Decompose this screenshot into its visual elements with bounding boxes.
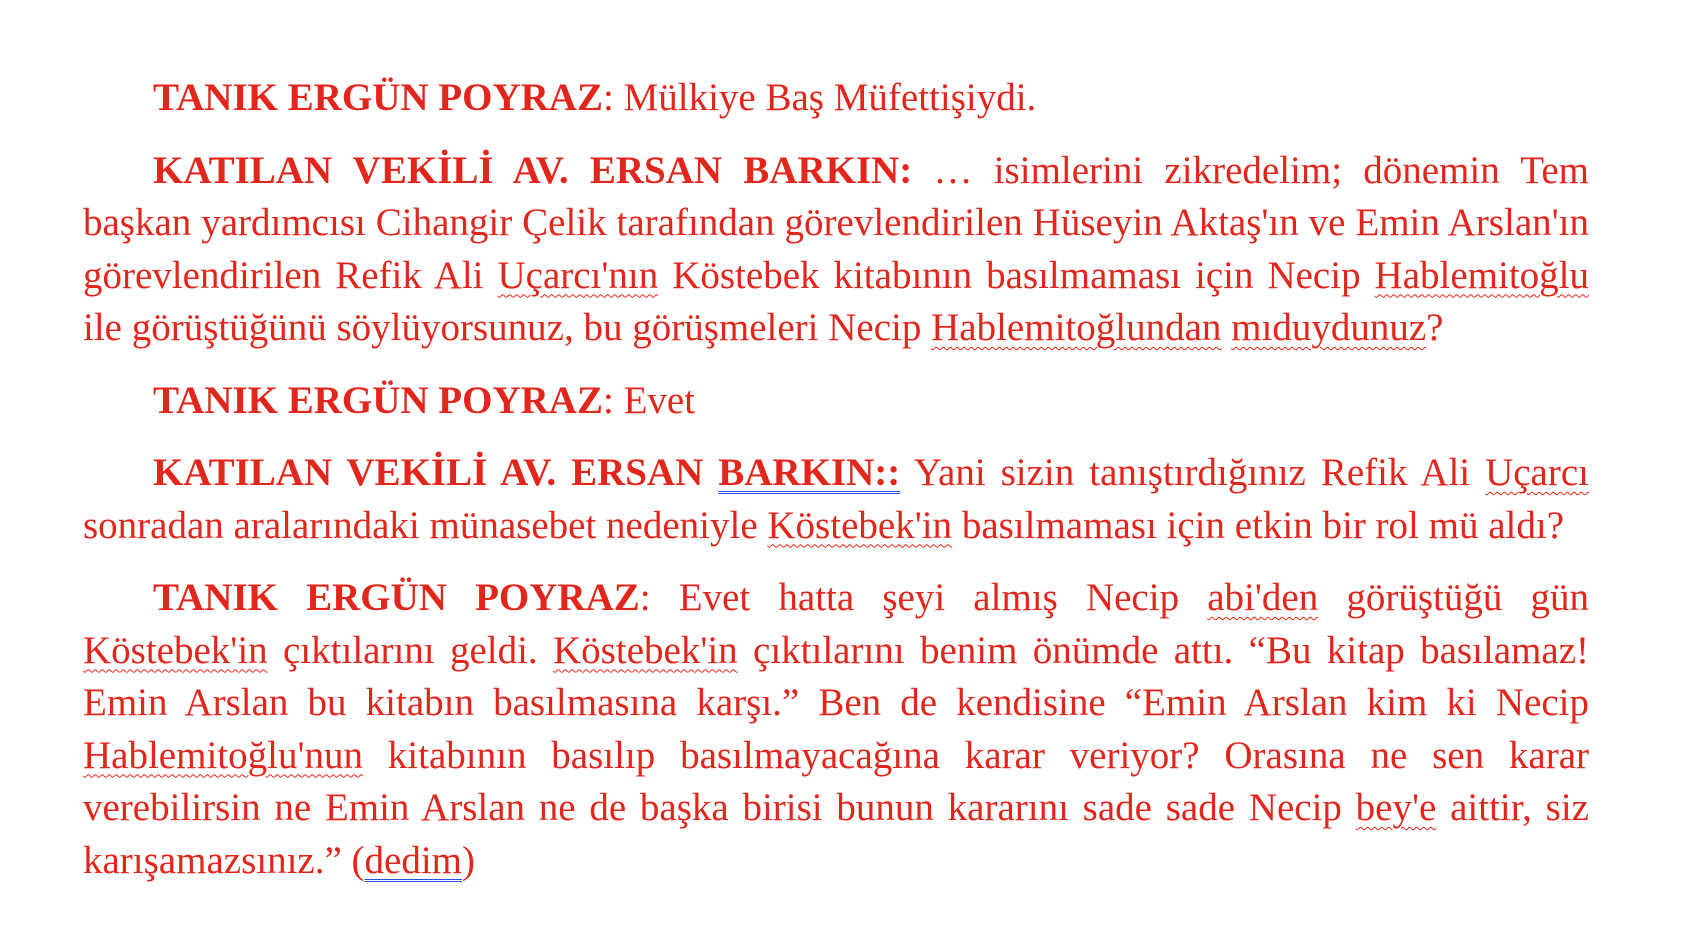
speaker-label: TANIK ERGÜN POYRAZ xyxy=(153,378,603,422)
paragraph-text: Evet hatta şeyi almış Necip xyxy=(650,576,1208,619)
spelling-error-word[interactable]: Hablemitoğlu'nun xyxy=(83,733,363,777)
paragraph-text: kitabının basılıp basılmayacağına karar veriyor? Orasına ne sen karar verebilirsin ne Emin Arslan ne de başka birisi bunun kararını sade sade Necip xyxy=(83,733,1589,829)
spelling-error-word[interactable]: Köstebek'in xyxy=(83,628,268,672)
paragraph-text: aittir, siz karışamazsınız.” ( xyxy=(83,786,1589,882)
paragraph-text: Evet xyxy=(613,378,696,422)
paragraph-lawyer-question-2 xyxy=(83,447,1589,552)
paragraph-text: Yani sizin tanıştırdığınız Refik Ali xyxy=(900,451,1486,494)
spelling-error-word[interactable]: abi'den xyxy=(1207,576,1319,619)
spelling-error-word[interactable]: bey'e xyxy=(1355,786,1437,829)
colon: : xyxy=(602,378,614,422)
paragraph-witness-answer-2 xyxy=(83,375,1589,428)
spelling-error-word[interactable]: Hablemitoğlu xyxy=(1374,253,1590,297)
spelling-error-word[interactable]: Köstebek'in xyxy=(553,628,738,672)
paragraph-text: ? xyxy=(1426,306,1444,349)
spelling-error-word[interactable]: Uçarcı xyxy=(1485,451,1589,494)
speaker-label: KATILAN VEKİLİ AV. ERSAN xyxy=(153,451,719,494)
paragraph-witness-answer-1 xyxy=(83,72,1589,125)
grammar-error-word[interactable]: dedim xyxy=(364,838,463,882)
paragraph-text: Köstebek kitabının basılmaması için Necip xyxy=(658,253,1375,297)
paragraph-text: çıktılarını geldi. xyxy=(267,628,554,672)
paragraph-witness-answer-3 xyxy=(83,572,1589,887)
paragraph-lawyer-question-1 xyxy=(83,145,1589,355)
spelling-error-word[interactable]: Uçarcı'nın xyxy=(497,253,659,297)
paragraph-text: basılmaması için etkin bir rol mü aldı? xyxy=(952,503,1565,547)
speaker-label: KATILAN VEKİLİ AV. ERSAN BARKIN: xyxy=(153,148,913,192)
spelling-error-word[interactable]: mıduydunuz xyxy=(1231,306,1427,349)
paragraph-text: sonradan aralarındaki münasebet nedeniyle xyxy=(83,503,768,547)
spelling-error-word[interactable]: Köstebek'in xyxy=(767,503,953,547)
paragraph-text: ) xyxy=(462,838,476,882)
paragraph-text: … isimlerini zikredelim; dönemin Tem başkan yardımcısı Cihangir Çelik tarafından görevlendirilen Hüseyin Aktaş'ın ve Emin Arslan'ın görevlendirilen Refik Ali xyxy=(83,148,1589,297)
paragraph-text: ile görüştüğünü söylüyorsunuz, bu görüşmeleri Necip xyxy=(83,306,932,349)
colon: : xyxy=(639,576,651,619)
speaker-label: TANIK ERGÜN POYRAZ xyxy=(153,576,640,619)
paragraph-text: çıktılarını benim önümde attı. “Bu kitap basılamaz! Emin Arslan bu kitabın basılmasına karşı.” Ben de kendisine “Emin Arslan kim ki Necip xyxy=(83,628,1590,724)
speaker-label: TANIK ERGÜN POYRAZ xyxy=(153,76,603,119)
paragraph-text: Mülkiye Baş Müfettişiydi. xyxy=(613,76,1037,119)
colon: : xyxy=(602,76,614,119)
spelling-error-word[interactable]: Hablemitoğlundan xyxy=(931,306,1222,349)
paragraph-text xyxy=(1221,306,1231,349)
paragraph-text: görüştüğü gün xyxy=(1318,576,1590,619)
document-page xyxy=(83,72,1589,909)
grammar-error-word[interactable]: BARKIN:: xyxy=(718,451,901,494)
